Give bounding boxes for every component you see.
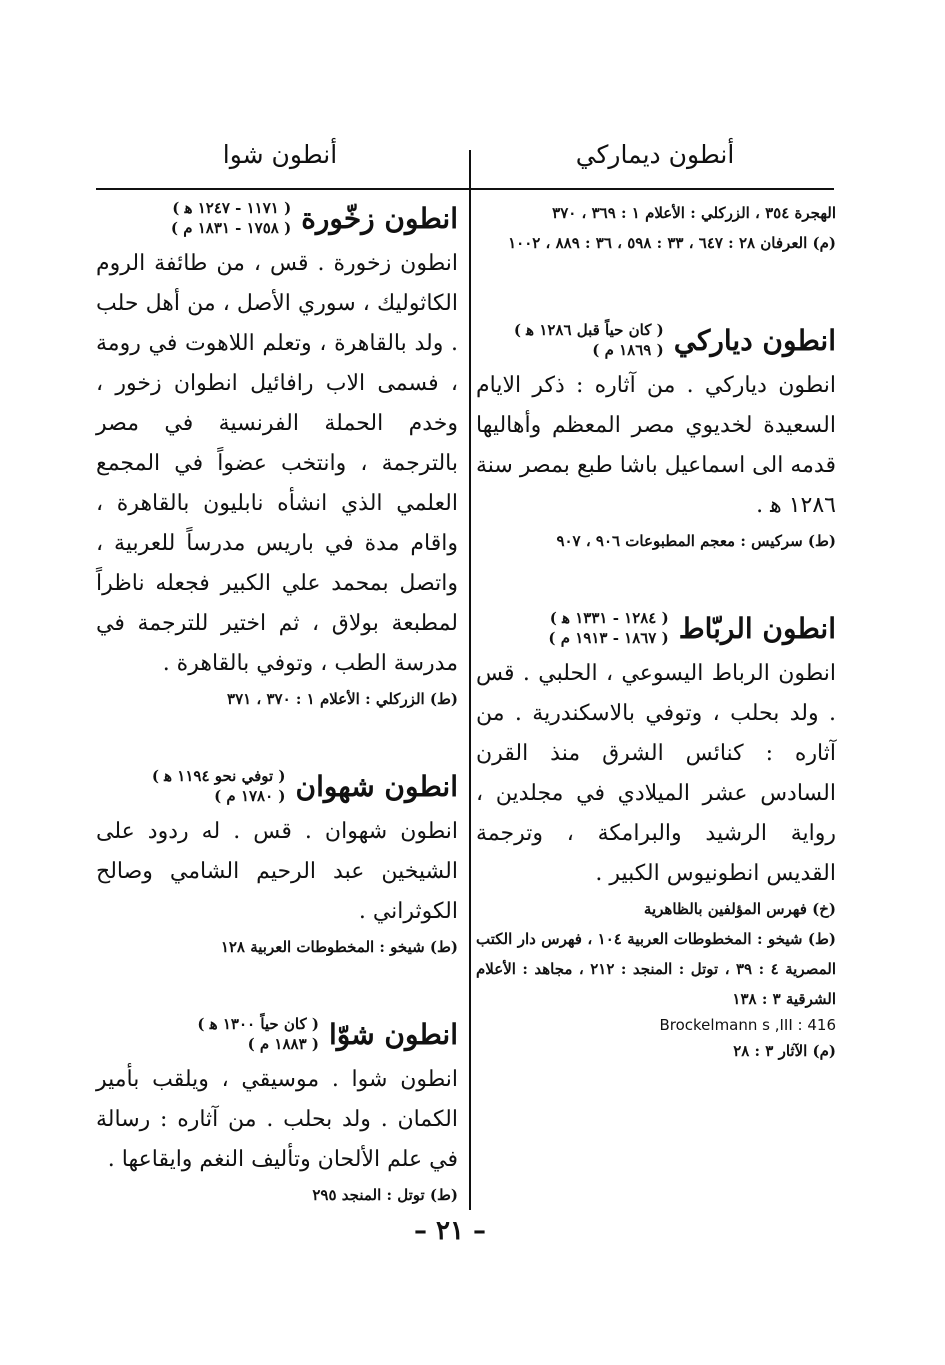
entry-reference: (ط) الزركلي : الأعلام ١ : ٣٧٠ ، ٣٧١ — [227, 690, 458, 708]
entry-reference: (ط) سركيس : معجم المطبوعات ٩٠٦ ، ٩٠٧ — [556, 532, 836, 550]
date-hijri: ( توفي نحو ١١٩٤ ﻫ ) — [151, 767, 286, 785]
date-hijri: ( ١٢٨٤ - ١٣٣١ ﻫ ) — [549, 609, 669, 627]
entry-dates — [152, 766, 286, 806]
entry-reference: (ط) شيخو : المخطوطات العربية ١٢٨ — [220, 938, 458, 956]
entry-name: انطون شهوان — [295, 769, 458, 803]
entry-name: انطون زخّورة — [301, 201, 458, 235]
entry-antoun-shawwa — [96, 1014, 458, 1210]
page-number: – ٢١ – — [413, 1216, 487, 1246]
entry-body: انطون شهوان . قس . له ردود على الشيخين عبد الرحيم الشامي وصالح الكوثراني . — [96, 819, 458, 924]
running-header-right: أنطون ديماركي — [575, 140, 735, 169]
entry-antoun-zakhoura — [96, 198, 458, 714]
entry-reference: (خ) فهرس المؤلفين بالظاهرية — [643, 900, 836, 918]
date-gregorian: ( ١٨٨٣ م ) — [247, 1035, 319, 1053]
entry-dates — [171, 198, 291, 238]
running-header-left: أنطون شوا — [222, 140, 338, 169]
entry-dates — [514, 320, 664, 360]
entry-name: انطون شوّا — [328, 1017, 458, 1051]
entry-dates — [548, 608, 668, 648]
date-gregorian: ( ١٧٥٨ - ١٨٣١ م ) — [170, 219, 292, 237]
entry-reference: (ط) شيخو : المخطوطات العربية ١٠٤ ، فهرس دار الكتب المصرية ٤ : ٣٩ ، توتل : المنجد : ٢١٢ ، مجاهد : الأعلام الشرقية ٣ : ١٣٨ — [476, 930, 837, 1008]
entry-name: انطون الربّاط — [678, 611, 836, 645]
intro-reference: الهجرة ٣٥٤ ، الزركلي : الأعلام ١ : ٣٦٩ ، ٣٧٠ — [552, 204, 836, 222]
entry-reference: (ط) توتل : المنجد ٢٩٥ — [312, 1186, 458, 1204]
date-hijri: ( كان حياً ١٣٠٠ ﻫ ) — [197, 1015, 319, 1033]
date-hijri: ( كان حياً قبل ١٢٨٦ ﻫ ) — [513, 321, 664, 339]
date-gregorian: ( ١٧٨٠ م ) — [214, 787, 286, 805]
left-column — [96, 198, 458, 1210]
intro-reference: (م) العرفان ٢٨ : ٦٤٧ ، ٣٣ : ٥٩٨ ، ٣٦ : ٨٨٩ ، ١٠٠٢ — [508, 234, 836, 252]
header-rule — [96, 188, 834, 190]
entry-body: انطون شوا . موسيقي ، ويلقب بأمير الكمان . ولد بحلب . من آثاره : رسالة في علم الألحان وتأليف النغم وايقاعها . — [96, 1067, 458, 1172]
entry-antoun-shahwan — [96, 766, 458, 962]
date-gregorian: ( ١٨٦٩ م ) — [592, 341, 664, 359]
entry-reference-latin: Brockelmann s ,III : 416 — [659, 1016, 836, 1034]
entry-reference: (م) الآثار ٣ : ٢٨ — [733, 1042, 836, 1060]
entry-body: انطون زخورة . قس ، من طائفة الروم الكاثوليك ، سوري الأصل ، من أهل حلب . ولد بالقاهرة ، وتعلم اللاهوت في رومة ، فسمى الاب رافائيل انطوان زخور ، وخدم الحملة الفرنسية في مصر بالترجمة ، وانتخب عضواً في المجمع العلمي الذي انشأه نابليون بالقاهرة ، واقام مدة في باريس مدرساً للعربية ، واتصل بمحمد علي الكبير فجعله ناظراً لمطبعة بولاق ، ثم اختير للترجمة في مدرسة الطب ، وتوفي بالقاهرة . — [96, 251, 458, 676]
column-divider — [469, 150, 471, 1210]
entry-antoun-rabbat — [476, 608, 836, 1066]
date-hijri: ( ١١٧١ - ١٢٤٧ ﻫ ) — [172, 199, 292, 217]
entry-antoun-diyarki — [476, 320, 836, 556]
date-gregorian: ( ١٨٦٧ - ١٩١٣ م ) — [548, 629, 669, 647]
right-column — [476, 198, 836, 1066]
entry-body: انطون دياركي . من آثاره : ذكر الايام السعيدة لخديوي مصر المعظم وأهاليها قدمه الى اسماعيل باشا طبع بمصر سنة ١٢٨٦ ﻫ . — [476, 373, 836, 518]
entry-body: انطون الرباط اليسوعي ، الحلبي . قس . ولد بحلب ، وتوفي بالاسكندرية . من آثاره : كنائس الشرق منذ القرن السادس عشر الميلادي في مجلدين ، رواية الرشيد والبرامكة ، وترجمة القديس انطونيوس الكبير . — [476, 661, 836, 886]
entry-dates — [197, 1014, 319, 1054]
entry-name: انطون دياركي — [673, 323, 836, 357]
